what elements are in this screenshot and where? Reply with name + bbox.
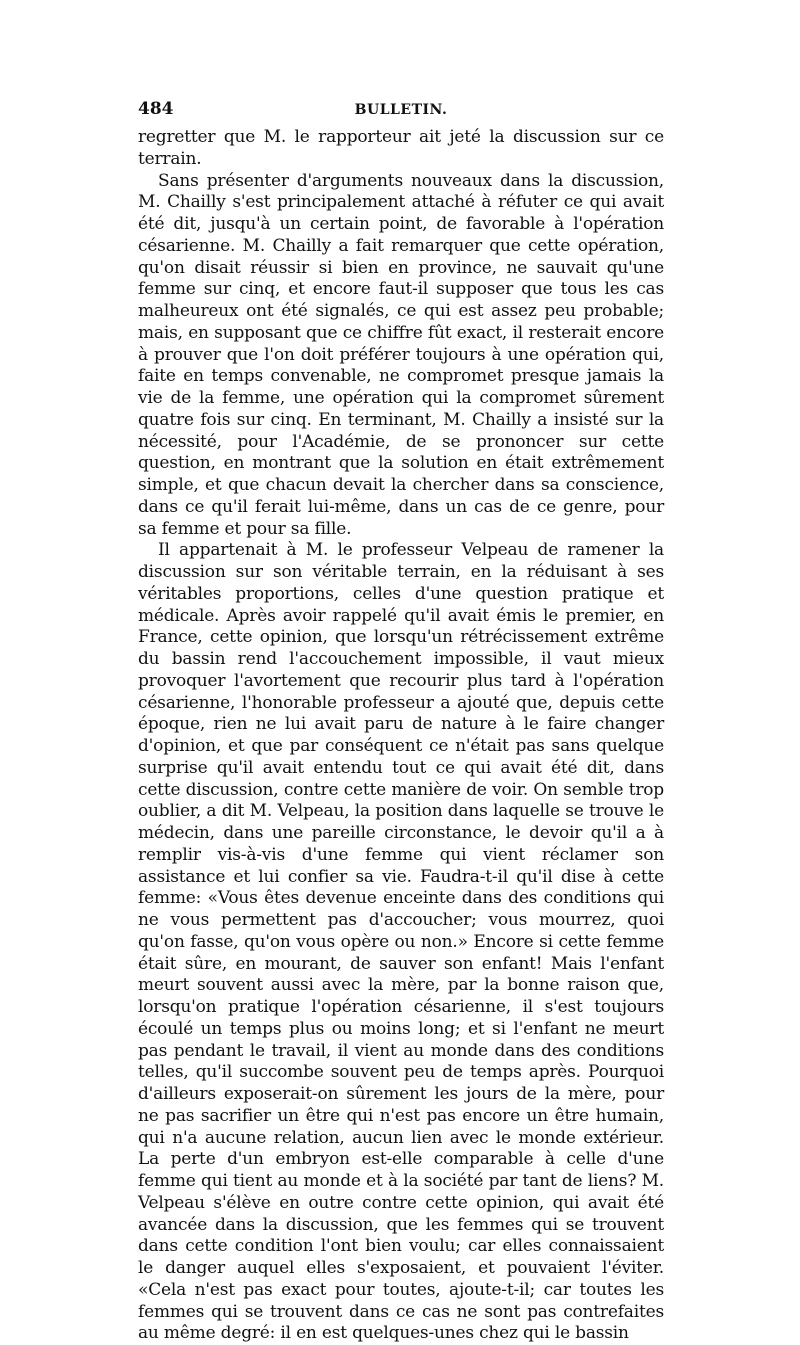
paragraph-chailly: Sans présenter d'arguments nouveaux dans la discussion, M. Chailly s'est principalement attaché à réfuter ce qui avait été dit, jusqu'à un certain point, de favorable à l'opération césarienne. M. Chailly a fait remarquer que cette opération, qu'on disait réussir si bien en province, ne sauvait qu'une femme sur cinq, et encore faut-il supposer que tous les cas malheureux ont été signalés, ce qui est assez peu probable; mais, en supposant que ce chiffre fût exact, il resterait encore à prouver que l'on doit préférer toujours à une opération qui, faite en temps convenable, ne compromet presque jamais la vie de la femme, une opération qui la compromet sûrement quatre fois sur cinq. En terminant, M. Chailly a insisté sur la nécessité, pour l'Académie, de se prononcer sur cette question, en montrant que la solution en était extrêmement simple, et que chacun devait la chercher dans sa conscience, dans ce qu'il ferait lui-même, dans un cas de ce genre, pour sa femme et pour sa fille. [138, 170, 664, 539]
page-number: 484 [138, 99, 174, 119]
page-header [138, 98, 664, 124]
paragraph-continuation: regretter que M. le rapporteur ait jeté la discussion sur ce terrain. [138, 127, 664, 169]
paragraph-velpeau: Il appartenait à M. le professeur Velpeau de ramener la discussion sur son véritable terrain, en la réduisant à ses véritables proportions, celles d'une question pratique et médicale. Après avoir rappelé qu'il avait émis le premier, en France, cette opinion, que lorsqu'un rétrécissement extrême du bassin rend l'accouchement impossible, il vaut mieux provoquer l'avortement que recourir plus tard à l'opération césarienne, l'honorable professeur a ajouté que, depuis cette époque, rien ne lui avait paru de nature à le faire changer d'opinion, et que par conséquent ce n'était pas sans quelque surprise qu'il avait entendu tout ce qui avait été dit, dans cette discussion, contre cette manière de voir. On semble trop oublier, a dit M. Velpeau, la position dans laquelle se trouve le médecin, dans une pareille circonstance, le devoir qu'il a à remplir vis-à-vis d'une femme qui vient réclamer son assistance et lui confier sa vie. Faudra-t-il qu'il dise à cette femme: «Vous êtes devenue enceinte dans des conditions qui ne vous permettent pas d'accoucher; vous mourrez, quoi qu'on fasse, qu'on vous opère ou non.» Encore si cette femme était sûre, en mourant, de sauver son enfant! Mais l'enfant meurt souvent aussi avec la mère, par la bonne raison que, lorsqu'on pratique l'opération césarienne, il s'est toujours écoulé un temps plus ou moins long; et si l'enfant ne meurt pas pendant le travail, il vient au monde dans des conditions telles, qu'il succombe souvent peu de temps après. Pourquoi d'ailleurs exposerait-on sûrement les jours de la mère, pour ne pas sacrifier un être qui n'est pas encore un être humain, qui n'a aucune relation, aucun lien avec le monde extérieur. La perte d'un embryon est-elle comparable à celle d'une femme qui tient au monde et à la société par tant de liens? M. Velpeau s'élève en outre contre cette opinion, qui avait été avancée dans la discussion, que les femmes qui se trouvent dans cette condition l'ont bien voulu; car elles connaissaient le danger auquel elles s'exposaient, et pouvaient l'éviter. «Cela n'est pas exact pour toutes, ajoute-t-il; car toutes les femmes qui se trouvent dans ce cas ne sont pas contrefaites au même degré: il en est quelques-unes chez qui le bassin [138, 540, 664, 1344]
body-text [138, 127, 664, 1345]
running-head: BULLETIN. [354, 102, 448, 118]
